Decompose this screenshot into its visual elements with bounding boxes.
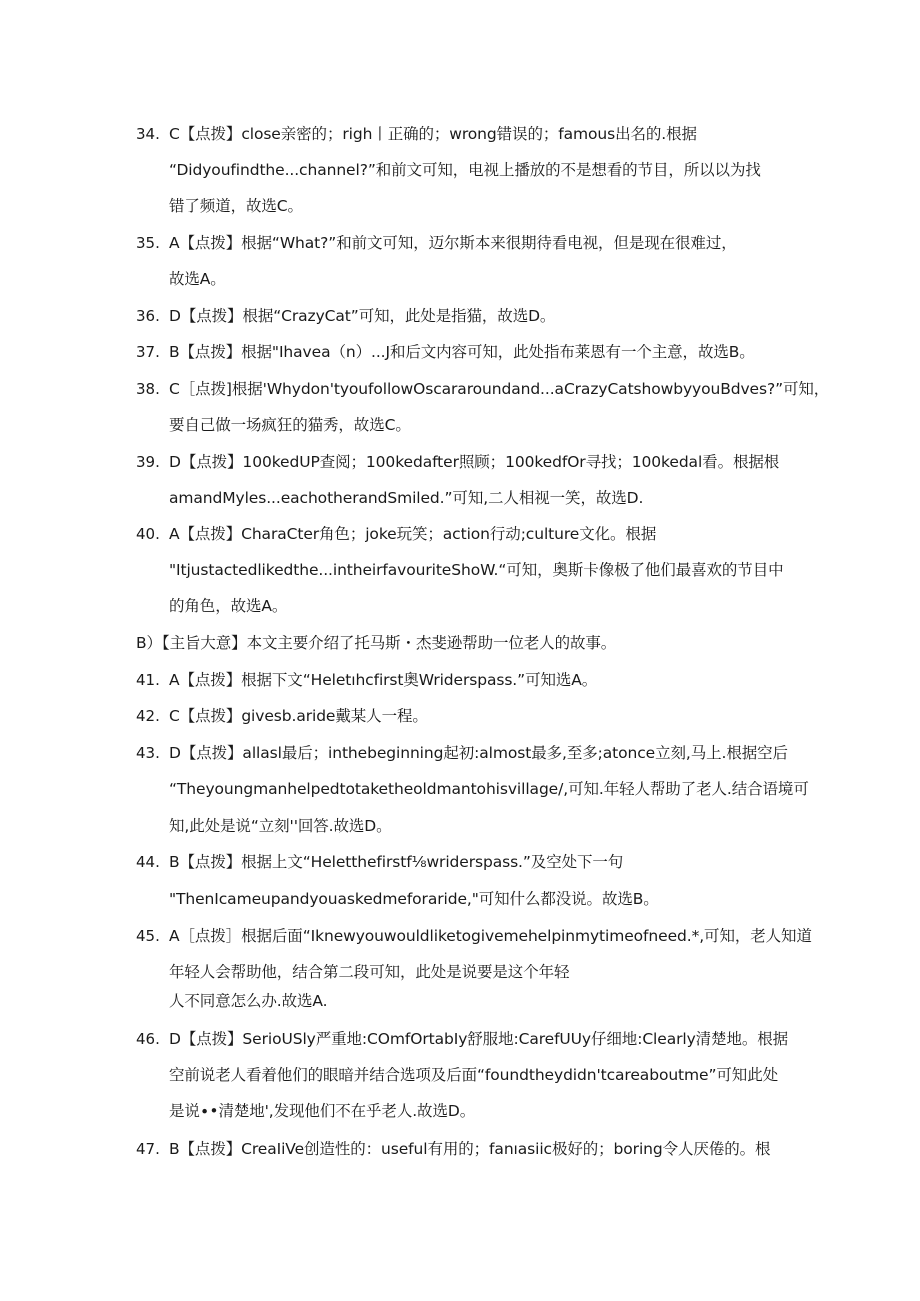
entry-number: 43. [136, 744, 160, 762]
entry-number: 37. [136, 343, 160, 361]
entry-line: "Itjustactedlikedthe...intheirfavouriteShoW.“可知，奥斯卡像极了他们最喜欢的节目中 [169, 561, 784, 579]
entry-line: “Didyoufindthe...channel?”和前文可知，电视上播放的不是想看的节目，所以以为找 [169, 161, 761, 179]
entry-number: 41. [136, 671, 160, 689]
entry-line: A【点拨】根据“What?”和前文可知，迈尔斯本来很期待看电视，但是现在很难过， [169, 234, 737, 252]
entry-number: 34. [136, 125, 160, 143]
entry-line: C［点拨]根据'Whydon'tyoufollowOscararoundand...aCrazyCatshowbyyouBdves?”可知， [169, 380, 830, 398]
entry-line: 的角色，故选A。 [169, 597, 288, 615]
entry-line: 故选A。 [169, 270, 226, 288]
entry-line: B【点拨】根据上文“Heletthefirstf⅛wriderspass.”及空处下一句 [169, 853, 624, 871]
entry-line: C【点拨】close亲密的；righ丨正确的；wrong错误的；famous出名的.根据 [169, 125, 697, 143]
entry-number: 44. [136, 853, 160, 871]
entry-line: B【点拨】根据"Ihavea（n）...J和后文内容可知，此处指布莱恩有一个主意，故选B。 [169, 343, 755, 361]
entry-number: 39. [136, 453, 160, 471]
entry-line: “Theyoungmanhelpedtotaketheoldmantohisvillage/,可知.年轻人帮助了老人.结合语境可 [169, 780, 809, 798]
entry-number: 46. [136, 1030, 160, 1048]
entry-line: 是说∙•清楚地',发现他们不在乎老人.故选D。 [169, 1102, 476, 1120]
entry-line: A【点拨】CharaCter角色；joke玩笑；action行动;culture文化。根据 [169, 525, 657, 543]
entry-number: 42. [136, 707, 160, 725]
entry-line: D【点拨】根据“CrazyCat”可知，此处是指猫，故选D。 [169, 307, 556, 325]
entry-number: 45. [136, 927, 160, 945]
entry-line: 年轻人会帮助他，结合第二段可知，此处是说要是这个年轻 [169, 963, 570, 981]
entry-line: A［点拨］根据后面“Iknewyouwouldliketogivemehelpinmytimeofneed.*,可知，老人知道 [169, 927, 812, 945]
entry-line: 人不同意怎么办.故选A. [169, 992, 328, 1010]
entry-number: 47. [136, 1140, 160, 1158]
entry-number: 38. [136, 380, 160, 398]
entry-line: "ThenIcameupandyouaskedmeforaride,"可知什么都没说。故选B。 [169, 890, 659, 908]
entry-line: 要自己做一场疯狂的猫秀，故选C。 [169, 416, 411, 434]
entry-line: D【点拨】SerioUSly严重地:COmfOrtabIy舒服地:CarefUUy仔细地:Clearly清楚地。根据 [169, 1030, 789, 1048]
entry-number: 35. [136, 234, 160, 252]
entry-line: 错了频道，故选C。 [169, 197, 303, 215]
entry-line: D【点拨】allasl最后；inthebeginning起初:almost最多,至多;atonce立刻,马上.根据空后 [169, 744, 788, 762]
entry-line: D【点拨】100kedUP查阅；100kedafter照顾；100kedfOr寻找；100kedal看。根据根 [169, 453, 780, 471]
entry-line: amandMyles...eachotherandSmiled.”可知,二人相视一笑，故选D. [169, 489, 644, 507]
entry-line: B【点拨】CreaIiVe创造性的：useful有用的；fanıasiic极好的；boring令人厌倦的。根 [169, 1140, 771, 1158]
entry-number: 36. [136, 307, 160, 325]
entry-number: 40. [136, 525, 160, 543]
entry-line: C【点拨】givesb.aride戴某人一程。 [169, 707, 428, 725]
entry-line: 空前说老人看着他们的眼暗并结合选项及后面“foundtheydidn'tcareaboutme”可知此处 [169, 1066, 778, 1084]
section-summary: B）【主旨大意】本文主要介绍了托马斯・杰斐逊帮助一位老人的故事。 [136, 634, 617, 652]
entry-line: A【点拨】根据下文“Heletıhcfirst奥Wriderspass.”可知选A。 [169, 671, 598, 689]
entry-line: 知,此处是说“立刻''回答.故选D。 [169, 817, 392, 835]
